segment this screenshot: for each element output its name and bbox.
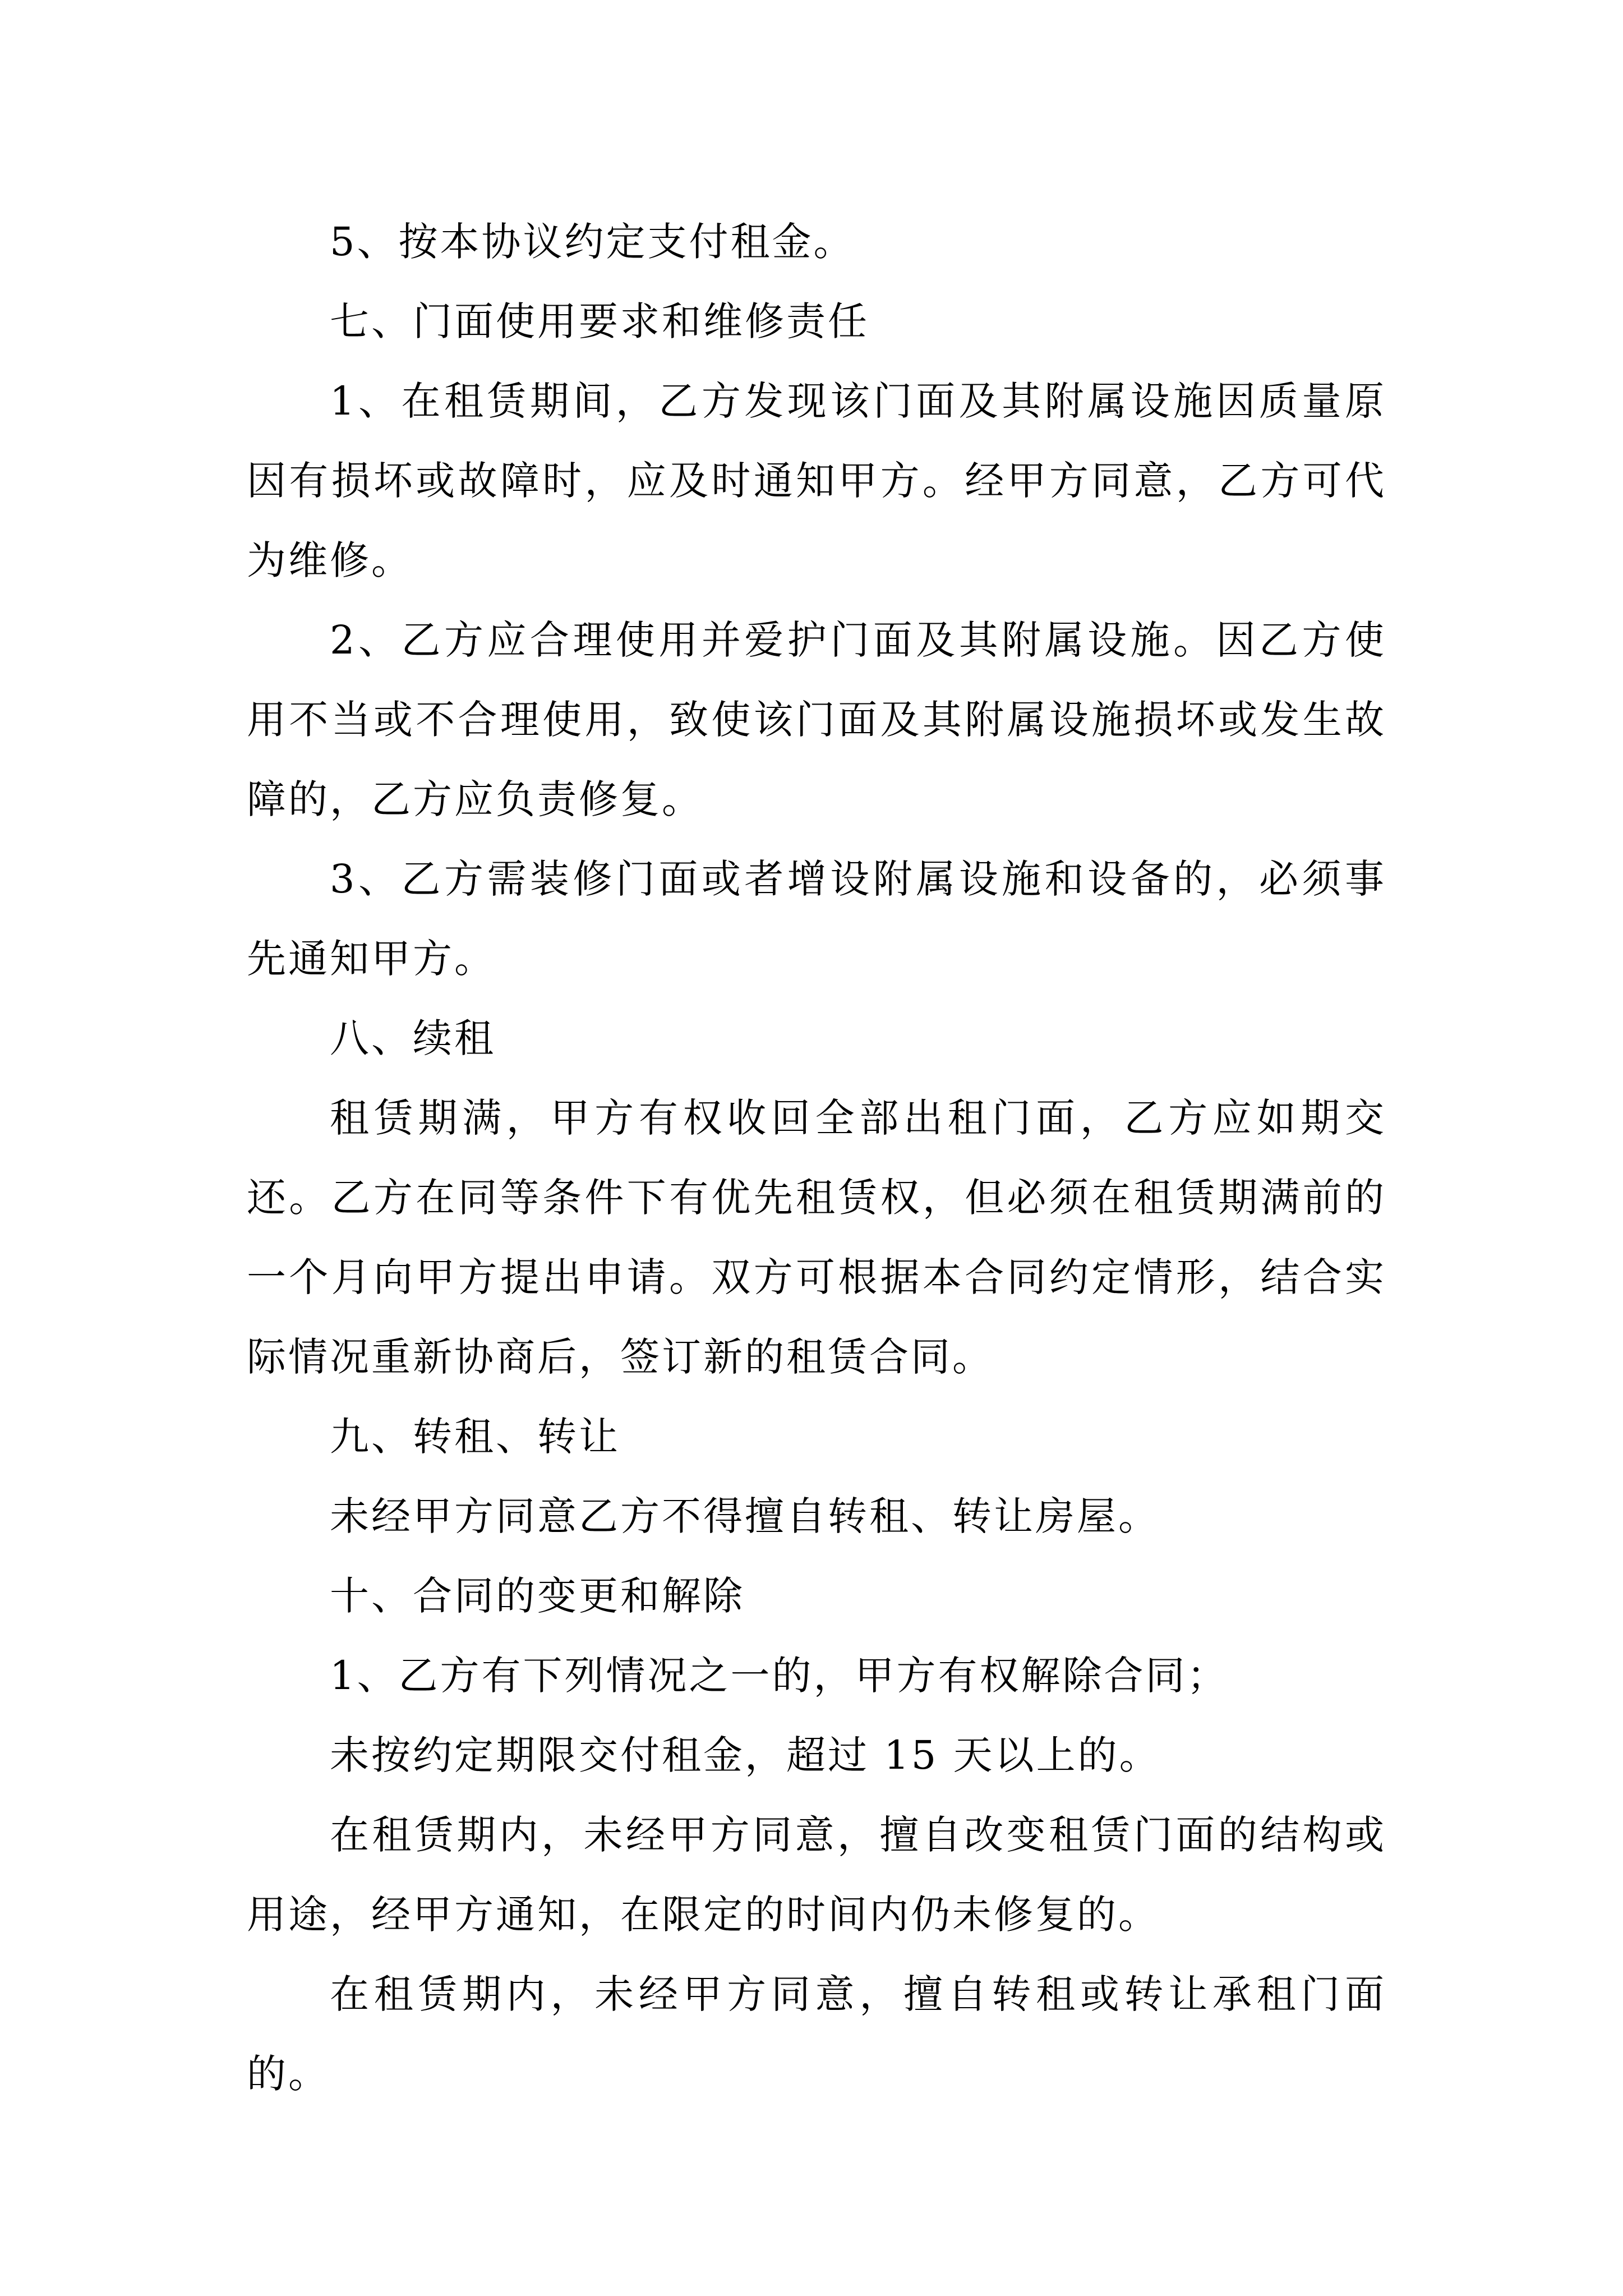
- clause-payment-rent: 5、按本协议约定支付租金。: [330, 219, 855, 265]
- clause-7-1: 1、在租赁期间，乙方发现该门面及其附属设施因质量原因有损坏或故障时，应及时通知甲方。经甲方同意，乙方可代为维修。: [247, 378, 1386, 583]
- section-heading-10: 十、合同的变更和解除: [330, 1573, 745, 1619]
- section-heading-7: 七、门面使用要求和维修责任: [330, 298, 869, 344]
- clause-10-1: 1、乙方有下列情况之一的，甲方有权解除合同；: [330, 1653, 1229, 1699]
- clause-7-2: 2、乙方应合理使用并爱护门面及其附属设施。因乙方使用不当或不合理使用，致使该门面及其附属设施损坏或发生故障的，乙方应负责修复。: [247, 617, 1386, 822]
- clause-8-renewal: 租赁期满，甲方有权收回全部出租门面，乙方应如期交还。乙方在同等条件下有优先租赁权，但必须在租赁期满前的一个月向甲方提出申请。双方可根据本合同约定情形，结合实际情况重新协商后，签订新的租赁合同。: [247, 1095, 1386, 1380]
- clause-10-1-a: 未按约定期限交付租金，超过 15 天以上的。: [330, 1732, 1161, 1778]
- section-heading-8: 八、续租: [330, 1015, 496, 1061]
- clause-10-1-c: 在租赁期内，未经甲方同意，擅自转租或转让承租门面的。: [247, 1971, 1386, 2097]
- document-body: [247, 202, 1386, 2114]
- clause-9-sublease: 未经甲方同意乙方不得擅自转租、转让房屋。: [330, 1493, 1160, 1539]
- section-heading-9: 九、转租、转让: [330, 1414, 620, 1460]
- clause-7-3: 3、乙方需装修门面或者增设附属设施和设备的，必须事先通知甲方。: [247, 856, 1386, 982]
- clause-10-1-b: 在租赁期内，未经甲方同意，擅自改变租赁门面的结构或用途，经甲方通知，在限定的时间内仍未修复的。: [247, 1812, 1386, 1938]
